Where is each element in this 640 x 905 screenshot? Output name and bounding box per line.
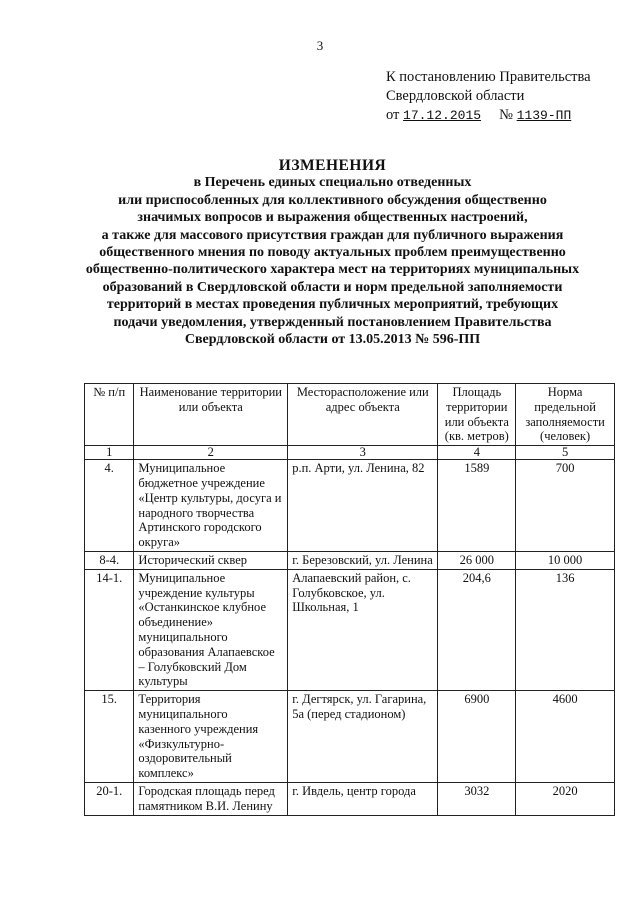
row-area: 3032 [438,782,516,815]
column-number: 2 [134,446,288,460]
places-table [84,383,615,816]
row-number: 8-4. [85,551,134,569]
row-capacity: 10 000 [516,551,615,569]
row-capacity: 700 [516,460,615,552]
row-name: Городская площадь перед памятником В.И. Ленину [134,782,288,815]
table-row [85,460,615,552]
title-line: подачи уведомления, утвержденный постановлением Правительства [113,314,552,330]
table-row [85,569,615,690]
title-line: значимых вопросов и выражения общественных настроений, [137,210,528,226]
title-line: образований в Свердловской области и норм предельной заполняемости [102,279,563,295]
title-line: Свердловской области от 13.05.2013 № 596-ПП [184,332,481,348]
table-row [85,782,615,815]
table-row [85,691,615,783]
annex-from-label: от [386,107,400,123]
header-name: Наименование территории или объекта [134,384,288,446]
column-number: 3 [288,446,438,460]
row-address: г. Ивдель, центр города [288,782,438,815]
column-number: 4 [438,446,516,460]
header-number: № п/п [85,384,134,446]
annex-date: 17.12.2015 [403,108,482,123]
row-name: Муниципальное учреждение культуры «Останкинское клубное объединение» муниципального образования Алапаевское – Голубковский Дом культуры [134,569,288,690]
row-number: 20-1. [85,782,134,815]
annex-date-line [386,106,591,125]
column-number: 5 [516,446,615,460]
row-address: г. Дегтярск, ул. Гагарина, 5а (перед стадионом) [288,691,438,783]
title-line: а также для массового присутствия граждан для публичного выражения [101,227,564,243]
row-area: 204,6 [438,569,516,690]
row-name: Муниципальное бюджетное учреждение «Центр культуры, досуга и народного творчества Артинского городского округа» [134,460,288,552]
row-area: 6900 [438,691,516,783]
annex-number: 1139-ПП [516,108,572,123]
annex-line-2: Свердловской области [386,88,525,104]
column-number: 1 [85,446,134,460]
annex-line-1: К постановлению Правительства [386,69,591,85]
row-address: Алапаевский район, с. Голубковское, ул. Школьная, 1 [288,569,438,690]
table-header-row [85,384,615,446]
row-area: 1589 [438,460,516,552]
page-number: 3 [316,38,324,53]
row-capacity: 4600 [516,691,615,783]
row-number: 15. [85,691,134,783]
row-capacity: 2020 [516,782,615,815]
row-number: 14-1. [85,569,134,690]
row-capacity: 136 [516,569,615,690]
title-line: общественно-политического характера мест на территориях муниципальных [85,262,580,278]
header-area: Площадь территории или объекта (кв. метров) [438,384,516,446]
title-line: или приспособленных для коллективного обсуждения общественно [118,192,547,208]
document-title [60,157,605,348]
header-capacity: Норма предельной заполняемости (человек) [516,384,615,446]
table-row [85,551,615,569]
annex-number-label: № [499,107,514,123]
row-address: р.п. Арти, ул. Ленина, 82 [288,460,438,552]
title-line: территорий в местах проведения публичных мероприятий, требующих [106,297,559,313]
annex-block [386,68,591,125]
row-name: Территория муниципального казенного учреждения «Физкультурно-оздоровительный комплекс» [134,691,288,783]
row-name: Исторический сквер [134,551,288,569]
row-address: г. Березовский, ул. Ленина [288,551,438,569]
title-heading: ИЗМЕНЕНИЯ [278,157,387,174]
row-area: 26 000 [438,551,516,569]
column-number-row [85,446,615,460]
row-number: 4. [85,460,134,552]
title-line: общественного мнения по поводу актуальных проблем преимущественно [99,245,566,261]
title-line: в Перечень единых специально отведенных [193,175,472,191]
header-address: Месторасположение или адрес объекта [288,384,438,446]
